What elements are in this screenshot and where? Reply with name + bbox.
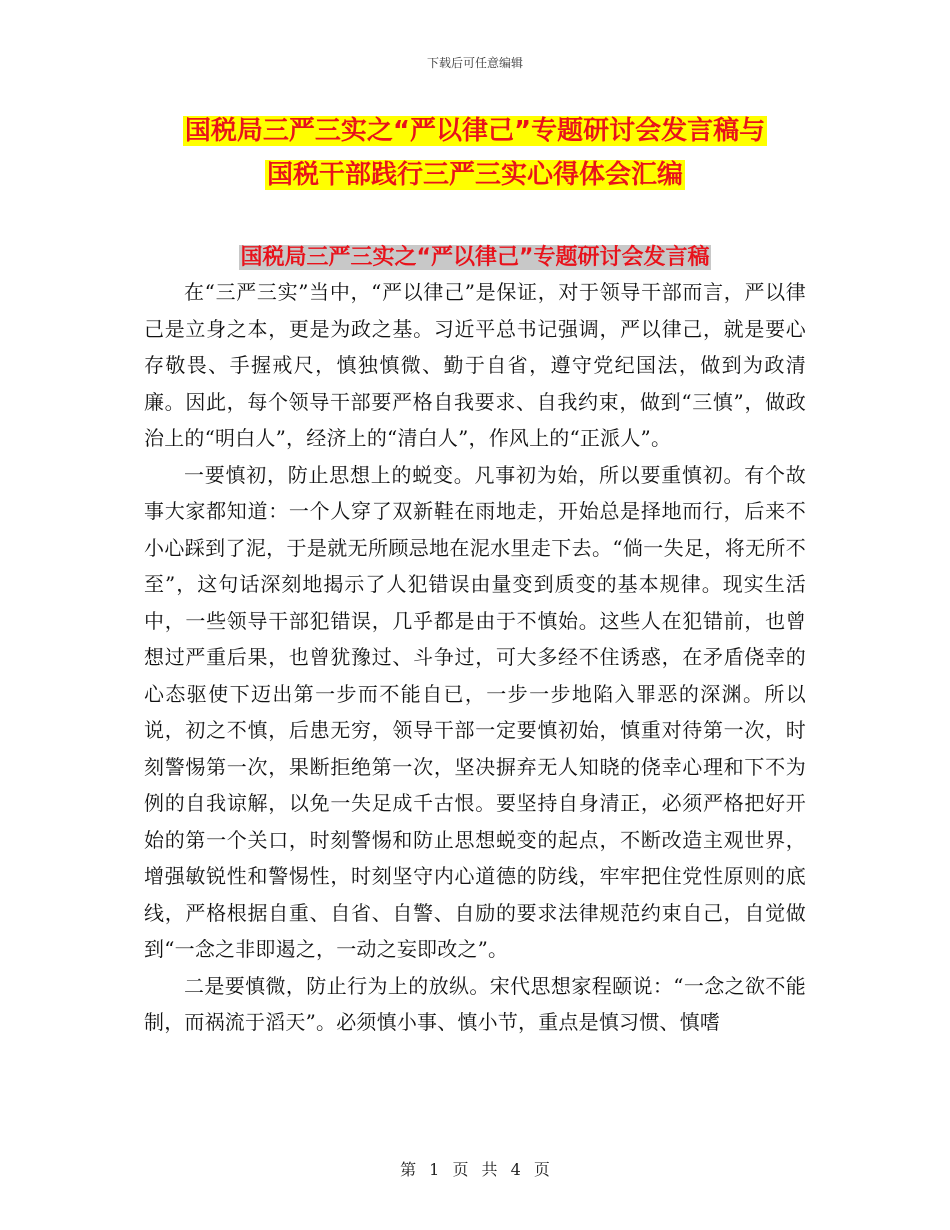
main-title-line-1-text: 国税局三严三实之“严以律己”专题研讨会发言稿与 <box>184 116 766 146</box>
main-title-line-1 <box>0 114 950 148</box>
header-note: 下载后可任意编辑 <box>426 56 523 70</box>
page-number: 第 1 页 共 4 页 <box>400 1160 550 1179</box>
document-body <box>144 274 806 1041</box>
paragraph: 一要慎初，防止思想上的蜕变。凡事初为始，所以要重慎初。有个故事大家都知道：一个人穿了双新鞋在雨地走，开始总是择地而行，后来不小心踩到了泥，于是就无所顾忌地在泥水里走下去。“倘一失足，将无所不至”，这句话深刻地揭示了人犯错误由量变到质变的基本规律。现实生活中，一些领导干部犯错误，几乎都是由于不慎始。这些人在犯错前，也曾想过严重后果，也曾犹豫过、斗争过，可大多经不住诱惑，在矛盾侥幸的心态驱使下迈出第一步而不能自已，一步一步地陷入罪恶的深渊。所以说，初之不慎，后患无穷，领导干部一定要慎初始，慎重对待第一次，时刻警惕第一次，果断拒绝第一次，坚决摒弃无人知晓的侥幸心理和下不为例的自我谅解，以免一失足成千古恨。要坚持自身清正，必须严格把好开始的第一个关口，时刻警惕和防止思想蜕变的起点，不断改造主观世界，增强敏锐性和警惕性，时刻坚守内心道德的防线，牢牢把住党性原则的底线，严格根据自重、自省、自警、自励的要求法律规范约束自己，自觉做到“一念之非即遏之，一动之妄即改之”。 <box>144 462 806 961</box>
main-title-line-2 <box>0 158 950 192</box>
section-title-text: 国税局三严三实之“严以律己”专题研讨会发言稿 <box>240 245 710 270</box>
main-title-line-2-text: 国税干部践行三严三实心得体会汇编 <box>266 160 683 190</box>
paragraph: 在“三严三实”当中，“严以律己”是保证，对于领导干部而言，严以律己是立身之本，更是为政之基。习近平总书记强调，严以律己，就是要心存敬畏、手握戒尺，慎独慎微、勤于自省，遵守党纪国法，做到为政清廉。因此，每个领导干部要严格自我要求、自我约束，做到“三慎”，做政治上的“明白人”，经济上的“清白人”，作风上的“正派人”。 <box>144 280 806 450</box>
section-title <box>0 244 950 272</box>
paragraph: 二是要慎微，防止行为上的放纵。宋代思想家程颐说：“一念之欲不能制，而祸流于滔天”。必须慎小事、慎小节，重点是慎习惯、慎嗜 <box>144 973 806 1034</box>
